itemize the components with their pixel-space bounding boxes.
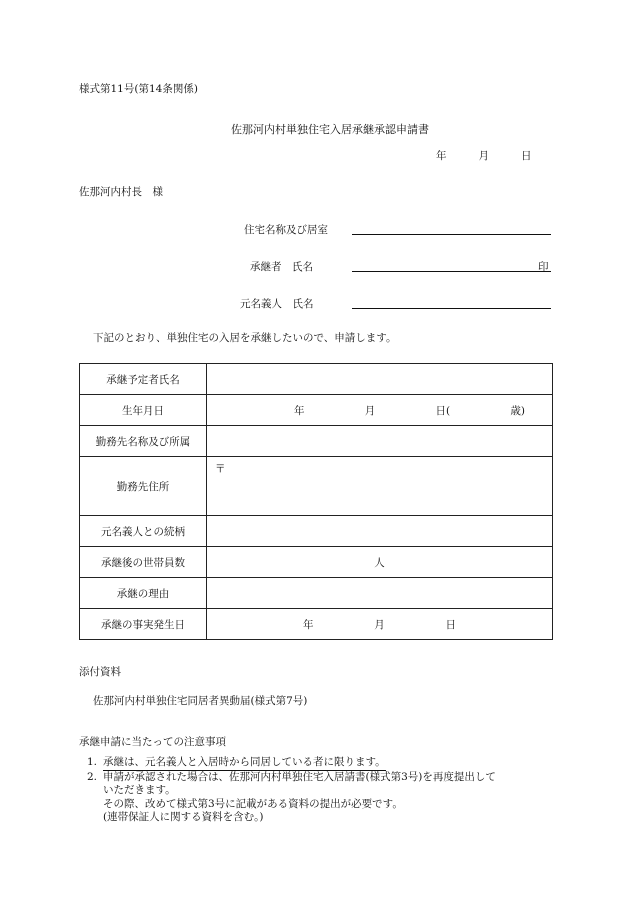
birthdate-input[interactable]: [207, 395, 553, 426]
attachments-heading: 添付資料: [79, 666, 121, 678]
intro-text: 下記のとおり、単独住宅の入居を承継したいので、申請します。: [93, 332, 397, 344]
row-label: 承継の事実発生日: [80, 609, 207, 640]
note-text: 申請が承認された場合は、佐那河内村単独住宅入居請書(様式第3号)を再度提出して: [103, 770, 496, 783]
work-address-input[interactable]: [207, 457, 553, 516]
note-number: 1.: [86, 756, 97, 768]
birth-day: 日(: [435, 404, 451, 417]
date-day: 日: [521, 150, 532, 162]
date-year: 年: [436, 150, 447, 162]
original-holder-label: 元名義人 氏名: [240, 298, 314, 310]
postal-mark: 〒: [215, 463, 226, 475]
housing-label: 住宅名称及び居室: [244, 224, 328, 236]
workplace-input[interactable]: [207, 426, 553, 457]
occurrence-date-input[interactable]: [207, 609, 553, 640]
row-label: 勤務先名称及び所属: [80, 426, 207, 457]
date-month: 月: [478, 150, 489, 162]
notes-heading: 承継申請に当たっての注意事項: [79, 736, 226, 748]
list-item: [79, 756, 496, 771]
successor-name-field[interactable]: [352, 270, 551, 272]
occ-month: 月: [374, 618, 385, 631]
row-label: 承継予定者氏名: [80, 364, 207, 395]
note-text: その際、改めて様式第3号に記載がある資料の提出が必要です。: [103, 797, 403, 810]
table-row: [80, 609, 553, 640]
table-row: [80, 426, 553, 457]
addressee: 佐那河内村長 様: [79, 186, 163, 198]
relationship-input[interactable]: [207, 516, 553, 547]
date-line: [436, 148, 532, 163]
household-count-input[interactable]: [207, 547, 553, 578]
row-label: 承継後の世帯員数: [80, 547, 207, 578]
note-text: (連帯保証人に関する資料を含む。): [103, 811, 264, 823]
table-row: [80, 395, 553, 426]
occ-day: 日: [445, 618, 456, 631]
note-text: いただきます。: [103, 784, 176, 796]
note-number: 2.: [86, 770, 97, 783]
original-holder-field[interactable]: [352, 307, 551, 309]
note-text: 承継は、元名義人と入居時から同居している者に限ります。: [103, 756, 386, 771]
list-item: [79, 771, 496, 825]
row-label: 勤務先住所: [80, 457, 207, 516]
attachment-item: 佐那河内村単独住宅同居者異動届(様式第7号): [93, 695, 308, 707]
application-table: [79, 363, 553, 640]
page-title: 佐那河内村単独住宅入居承継承認申請書: [231, 123, 429, 136]
reason-input[interactable]: [207, 578, 553, 609]
age: 歳): [510, 404, 525, 417]
table-row: [80, 578, 553, 609]
persons-unit: 人: [374, 556, 385, 569]
table-row: [80, 457, 553, 516]
table-row: [80, 364, 553, 395]
successor-input[interactable]: [207, 364, 553, 395]
form-number: 様式第11号(第14条関係): [79, 83, 198, 95]
row-label: 生年月日: [80, 395, 207, 426]
seal-mark: 印: [538, 261, 549, 273]
birth-month: 月: [364, 404, 376, 417]
occ-year: 年: [303, 618, 314, 631]
row-label: 承継の理由: [80, 578, 207, 609]
birth-year: 年: [294, 404, 305, 417]
successor-name-label: 承継者 氏名: [250, 261, 313, 273]
notes-list: [79, 756, 496, 825]
table-row: [80, 516, 553, 547]
row-label: 元名義人との続柄: [80, 516, 207, 547]
table-row: [80, 547, 553, 578]
housing-field[interactable]: [352, 233, 551, 235]
